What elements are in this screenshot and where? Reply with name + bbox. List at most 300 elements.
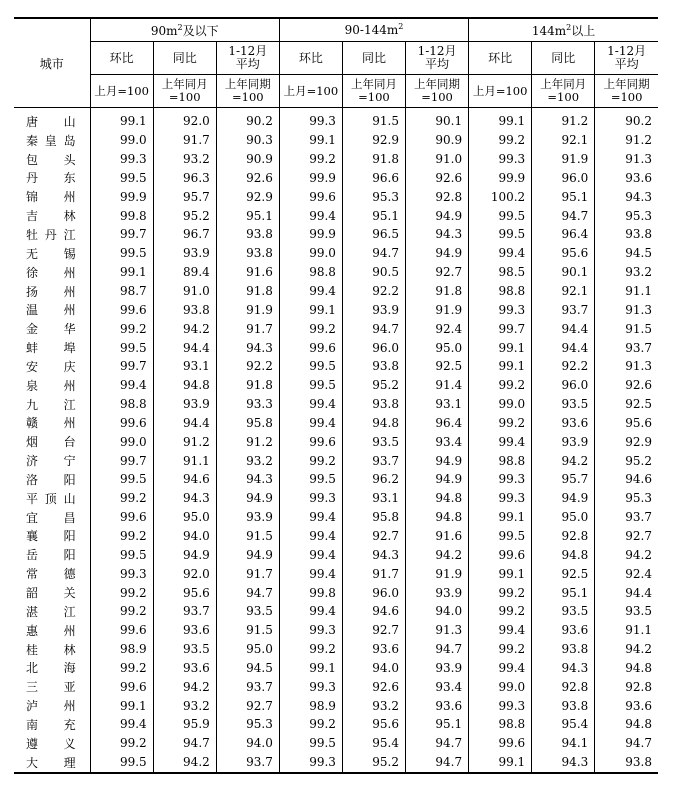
index-value: 92.6	[406, 169, 469, 188]
table-header	[14, 18, 658, 108]
index-value: 96.7	[153, 225, 216, 244]
index-value: 91.5	[595, 319, 658, 338]
index-value: 95.0	[532, 508, 595, 527]
index-value: 91.8	[342, 150, 405, 169]
index-value: 93.7	[595, 338, 658, 357]
index-value: 99.9	[279, 169, 342, 188]
index-value: 94.5	[216, 658, 279, 677]
table-row	[14, 508, 658, 527]
city-name: 九江	[26, 397, 76, 412]
index-value: 99.3	[279, 677, 342, 696]
index-value: 94.1	[532, 734, 595, 753]
index-value: 93.2	[342, 696, 405, 715]
base-header-small-3: 上年同期 =100	[216, 75, 279, 108]
table-row	[14, 414, 658, 433]
index-value: 93.8	[532, 640, 595, 659]
group-header-medium: $90-144m^2$	[279, 18, 468, 42]
index-value: 99.1	[90, 108, 153, 131]
city-name: 大理	[14, 753, 90, 773]
index-value: 91.3	[406, 621, 469, 640]
index-value: 99.3	[90, 150, 153, 169]
index-value: 95.0	[153, 508, 216, 527]
index-value: 99.2	[279, 640, 342, 659]
city-name: 济宁	[26, 454, 76, 469]
city-name: 襄阳	[26, 529, 76, 544]
index-value: 98.8	[90, 395, 153, 414]
index-value: 91.9	[532, 150, 595, 169]
index-value: 96.4	[406, 414, 469, 433]
index-value: 99.0	[90, 432, 153, 451]
table-row	[14, 545, 658, 564]
index-value: 99.2	[90, 602, 153, 621]
index-value: 99.5	[90, 169, 153, 188]
index-value: 99.1	[469, 564, 532, 583]
table-row	[14, 357, 658, 376]
index-value: 94.3	[532, 753, 595, 773]
base-header-small-2: 上年同月 =100	[153, 75, 216, 108]
table-row	[14, 696, 658, 715]
index-value: 96.0	[342, 583, 405, 602]
index-value: 96.6	[342, 169, 405, 188]
index-value: 92.6	[216, 169, 279, 188]
table-row	[14, 734, 658, 753]
city-name: 南充	[26, 717, 76, 732]
index-value: 94.9	[216, 545, 279, 564]
index-value: 95.4	[342, 734, 405, 753]
index-value: 95.7	[153, 187, 216, 206]
table-row	[14, 282, 658, 301]
metric-header-large-3: 1-12月 平均	[595, 42, 658, 75]
index-value: 99.3	[90, 564, 153, 583]
index-value: 94.9	[406, 244, 469, 263]
group-header-small: $90m^2$及以下	[90, 18, 279, 42]
index-value: 95.0	[216, 640, 279, 659]
index-value: 99.7	[90, 357, 153, 376]
index-value: 93.5	[595, 602, 658, 621]
index-value: 99.3	[279, 108, 342, 131]
index-value: 99.3	[469, 470, 532, 489]
index-value: 99.4	[279, 414, 342, 433]
index-value: 99.0	[279, 244, 342, 263]
index-value: 95.1	[532, 187, 595, 206]
index-value: 99.4	[469, 621, 532, 640]
index-value: 95.7	[532, 470, 595, 489]
index-value: 94.3	[153, 489, 216, 508]
index-value: 99.1	[469, 108, 532, 131]
index-value: 91.3	[595, 357, 658, 376]
table-row	[14, 150, 658, 169]
index-value: 94.6	[342, 602, 405, 621]
index-value: 99.2	[469, 376, 532, 395]
index-value: 93.5	[153, 640, 216, 659]
index-value: 93.8	[595, 753, 658, 773]
index-value: 90.5	[342, 263, 405, 282]
index-value: 91.7	[216, 564, 279, 583]
header-base-row	[14, 75, 658, 108]
base-header-large-1: 上月=100	[469, 75, 532, 108]
index-value: 93.8	[595, 225, 658, 244]
index-value: 99.4	[90, 376, 153, 395]
index-value: 94.7	[406, 640, 469, 659]
index-value: 92.5	[406, 357, 469, 376]
index-value: 94.3	[406, 225, 469, 244]
index-value: 92.1	[532, 131, 595, 150]
index-value: 99.4	[279, 282, 342, 301]
index-value: 94.7	[342, 244, 405, 263]
index-value: 92.1	[532, 282, 595, 301]
index-value: 95.2	[342, 753, 405, 773]
index-value: 93.3	[216, 395, 279, 414]
index-value: 90.9	[406, 131, 469, 150]
index-value: 92.9	[216, 187, 279, 206]
index-value: 99.5	[279, 376, 342, 395]
index-value: 96.2	[342, 470, 405, 489]
table-row	[14, 753, 658, 773]
index-value: 91.2	[153, 432, 216, 451]
table-row	[14, 451, 658, 470]
index-value: 91.9	[406, 564, 469, 583]
index-value: 94.2	[595, 545, 658, 564]
index-value: 93.7	[595, 508, 658, 527]
index-value: 92.5	[532, 564, 595, 583]
price-index-table-container	[14, 17, 658, 774]
index-value: 99.1	[469, 357, 532, 376]
index-value: 92.2	[532, 357, 595, 376]
table-row	[14, 319, 658, 338]
index-value: 99.3	[279, 753, 342, 773]
index-value: 93.7	[216, 677, 279, 696]
index-value: 94.2	[595, 640, 658, 659]
index-value: 94.6	[595, 470, 658, 489]
city-name: 常德	[26, 567, 76, 582]
table-row	[14, 263, 658, 282]
index-value: 99.5	[469, 527, 532, 546]
index-value: 94.9	[532, 489, 595, 508]
index-value: 93.9	[153, 244, 216, 263]
index-value: 91.0	[406, 150, 469, 169]
index-value: 91.7	[342, 564, 405, 583]
city-name: 岳阳	[26, 548, 76, 563]
index-value: 94.7	[406, 753, 469, 773]
index-value: 92.6	[595, 376, 658, 395]
index-value: 93.9	[406, 583, 469, 602]
index-value: 91.6	[216, 263, 279, 282]
index-value: 100.2	[469, 187, 532, 206]
index-value: 99.1	[90, 263, 153, 282]
index-value: 94.5	[595, 244, 658, 263]
index-value: 99.2	[90, 658, 153, 677]
index-value: 99.4	[469, 432, 532, 451]
index-value: 91.8	[216, 376, 279, 395]
table-body	[14, 108, 658, 773]
index-value: 90.1	[406, 108, 469, 131]
index-value: 93.8	[216, 225, 279, 244]
index-value: 99.4	[279, 206, 342, 225]
index-value: 91.2	[216, 432, 279, 451]
index-value: 99.4	[279, 545, 342, 564]
city-name: 徐州	[26, 265, 76, 280]
index-value: 99.6	[279, 338, 342, 357]
table-row	[14, 376, 658, 395]
base-header-medium-3: 上年同期 =100	[406, 75, 469, 108]
index-value: 93.6	[595, 696, 658, 715]
index-value: 94.2	[153, 319, 216, 338]
index-value: 94.2	[532, 451, 595, 470]
index-value: 94.9	[216, 489, 279, 508]
table-row	[14, 432, 658, 451]
index-value: 99.4	[469, 244, 532, 263]
index-value: 99.6	[90, 621, 153, 640]
table-row	[14, 715, 658, 734]
index-value: 90.3	[216, 131, 279, 150]
index-value: 92.7	[342, 621, 405, 640]
table-row	[14, 131, 658, 150]
index-value: 99.2	[279, 150, 342, 169]
table-row	[14, 583, 658, 602]
index-value: 92.2	[342, 282, 405, 301]
index-value: 93.4	[406, 432, 469, 451]
city-name: 包头	[26, 152, 76, 167]
index-value: 95.0	[406, 338, 469, 357]
index-value: 94.8	[153, 376, 216, 395]
index-value: 99.2	[469, 602, 532, 621]
index-value: 95.1	[216, 206, 279, 225]
index-value: 92.7	[406, 263, 469, 282]
index-value: 91.1	[595, 282, 658, 301]
city-name: 吉林	[26, 209, 76, 224]
city-name: 唐山	[26, 114, 76, 129]
index-value: 94.8	[595, 715, 658, 734]
index-value: 93.7	[216, 753, 279, 773]
index-value: 91.9	[216, 300, 279, 319]
base-header-large-3: 上年同期 =100	[595, 75, 658, 108]
index-value: 99.5	[279, 734, 342, 753]
index-value: 93.8	[532, 696, 595, 715]
index-value: 99.2	[279, 715, 342, 734]
table-row	[14, 640, 658, 659]
table-row	[14, 338, 658, 357]
base-header-large-2: 上年同月 =100	[532, 75, 595, 108]
metric-header-large-1: 环比	[469, 42, 532, 75]
city-name: 赣州	[26, 416, 76, 431]
index-value: 91.5	[216, 527, 279, 546]
index-value: 99.2	[469, 131, 532, 150]
index-value: 99.5	[469, 225, 532, 244]
header-group-row	[14, 18, 658, 42]
index-value: 95.1	[342, 206, 405, 225]
index-value: 92.8	[406, 187, 469, 206]
index-value: 99.4	[279, 527, 342, 546]
index-value: 92.7	[595, 527, 658, 546]
index-value: 96.0	[342, 338, 405, 357]
table-row	[14, 187, 658, 206]
index-value: 93.5	[532, 602, 595, 621]
header-metric-row	[14, 42, 658, 75]
index-value: 91.5	[216, 621, 279, 640]
index-value: 91.5	[342, 108, 405, 131]
index-value: 99.6	[90, 300, 153, 319]
city-name: 无锡	[26, 246, 76, 261]
index-value: 99.4	[279, 602, 342, 621]
metric-header-medium-2: 同比	[342, 42, 405, 75]
city-name: 平顶山	[26, 491, 76, 506]
index-value: 89.4	[153, 263, 216, 282]
index-value: 95.1	[406, 715, 469, 734]
index-value: 93.5	[216, 602, 279, 621]
index-value: 92.8	[532, 527, 595, 546]
index-value: 91.1	[595, 621, 658, 640]
index-value: 95.9	[153, 715, 216, 734]
group-header-large: $144m^2$以上	[469, 18, 658, 42]
table-row	[14, 489, 658, 508]
index-value: 94.7	[216, 583, 279, 602]
index-value: 93.2	[153, 696, 216, 715]
metric-header-small-1: 环比	[90, 42, 153, 75]
index-value: 91.7	[216, 319, 279, 338]
index-value: 94.8	[406, 489, 469, 508]
index-value: 99.2	[279, 451, 342, 470]
index-value: 99.5	[90, 753, 153, 773]
index-value: 99.2	[279, 319, 342, 338]
index-value: 94.2	[153, 677, 216, 696]
index-value: 91.8	[216, 282, 279, 301]
index-value: 93.1	[406, 395, 469, 414]
city-name: 安庆	[26, 359, 76, 374]
city-name: 金华	[26, 322, 76, 337]
index-value: 93.2	[216, 451, 279, 470]
table-row	[14, 169, 658, 188]
metric-header-large-2: 同比	[532, 42, 595, 75]
index-value: 98.8	[469, 282, 532, 301]
index-value: 93.7	[153, 602, 216, 621]
table-row	[14, 206, 658, 225]
index-value: 94.7	[342, 319, 405, 338]
index-value: 93.9	[532, 432, 595, 451]
index-value: 99.7	[90, 225, 153, 244]
index-value: 92.4	[595, 564, 658, 583]
index-value: 95.2	[153, 206, 216, 225]
index-value: 99.2	[90, 583, 153, 602]
index-value: 94.3	[342, 545, 405, 564]
index-value: 95.2	[595, 451, 658, 470]
index-value: 95.3	[595, 489, 658, 508]
city-name: 遵义	[26, 736, 76, 751]
city-name: 蚌埠	[26, 341, 76, 356]
city-name: 洛阳	[26, 472, 76, 487]
index-value: 93.4	[406, 677, 469, 696]
index-value: 98.8	[469, 451, 532, 470]
index-value: 99.1	[279, 658, 342, 677]
index-value: 99.6	[90, 508, 153, 527]
index-value: 93.7	[532, 300, 595, 319]
index-value: 99.5	[90, 244, 153, 263]
city-name: 泉州	[26, 378, 76, 393]
table-row	[14, 621, 658, 640]
index-value: 99.9	[279, 225, 342, 244]
index-value: 90.9	[216, 150, 279, 169]
index-value: 99.3	[469, 300, 532, 319]
index-value: 91.4	[406, 376, 469, 395]
index-value: 92.5	[595, 395, 658, 414]
table-row	[14, 108, 658, 131]
table-row	[14, 470, 658, 489]
index-value: 99.1	[279, 300, 342, 319]
index-value: 96.5	[342, 225, 405, 244]
table-row	[14, 658, 658, 677]
city-name: 北海	[26, 661, 76, 676]
index-value: 92.8	[532, 677, 595, 696]
index-value: 91.2	[532, 108, 595, 131]
index-value: 99.8	[90, 206, 153, 225]
index-value: 93.8	[342, 357, 405, 376]
city-name: 牡丹江	[26, 227, 76, 242]
city-name: 丹东	[26, 171, 76, 186]
index-value: 99.5	[469, 206, 532, 225]
index-value: 99.6	[469, 545, 532, 564]
index-value: 96.4	[532, 225, 595, 244]
index-value: 93.1	[153, 357, 216, 376]
index-value: 91.0	[153, 282, 216, 301]
index-value: 92.2	[216, 357, 279, 376]
city-name: 泸州	[26, 699, 76, 714]
index-value: 94.0	[406, 602, 469, 621]
index-value: 94.0	[153, 527, 216, 546]
index-value: 96.3	[153, 169, 216, 188]
index-value: 94.7	[406, 734, 469, 753]
index-value: 93.6	[406, 696, 469, 715]
index-value: 99.6	[90, 677, 153, 696]
index-value: 96.0	[532, 169, 595, 188]
city-name: 惠州	[26, 623, 76, 638]
index-value: 99.6	[90, 414, 153, 433]
index-value: 99.0	[469, 395, 532, 414]
table-row	[14, 395, 658, 414]
index-value: 90.1	[532, 263, 595, 282]
city-name: 桂林	[26, 642, 76, 657]
metric-header-medium-1: 环比	[279, 42, 342, 75]
city-name: 三亚	[26, 680, 76, 695]
index-value: 91.2	[595, 131, 658, 150]
index-value: 99.9	[469, 169, 532, 188]
index-value: 99.5	[279, 470, 342, 489]
index-value: 99.9	[90, 187, 153, 206]
index-value: 93.6	[532, 414, 595, 433]
index-value: 99.2	[469, 414, 532, 433]
index-value: 99.1	[469, 753, 532, 773]
index-value: 92.9	[595, 432, 658, 451]
index-value: 94.8	[342, 414, 405, 433]
index-value: 94.8	[595, 658, 658, 677]
index-value: 93.6	[153, 658, 216, 677]
index-value: 95.2	[342, 376, 405, 395]
index-value: 98.7	[90, 282, 153, 301]
index-value: 93.9	[153, 395, 216, 414]
city-name: 烟台	[26, 435, 76, 450]
index-value: 92.0	[153, 108, 216, 131]
index-value: 93.5	[532, 395, 595, 414]
index-value: 94.2	[406, 545, 469, 564]
index-value: 93.6	[342, 640, 405, 659]
index-value: 99.6	[279, 432, 342, 451]
index-value: 99.4	[469, 658, 532, 677]
index-value: 90.2	[595, 108, 658, 131]
index-value: 93.6	[595, 169, 658, 188]
index-value: 91.9	[406, 300, 469, 319]
city-name: 韶关	[26, 586, 76, 601]
index-value: 98.9	[90, 640, 153, 659]
index-value: 99.5	[90, 470, 153, 489]
index-value: 95.6	[153, 583, 216, 602]
